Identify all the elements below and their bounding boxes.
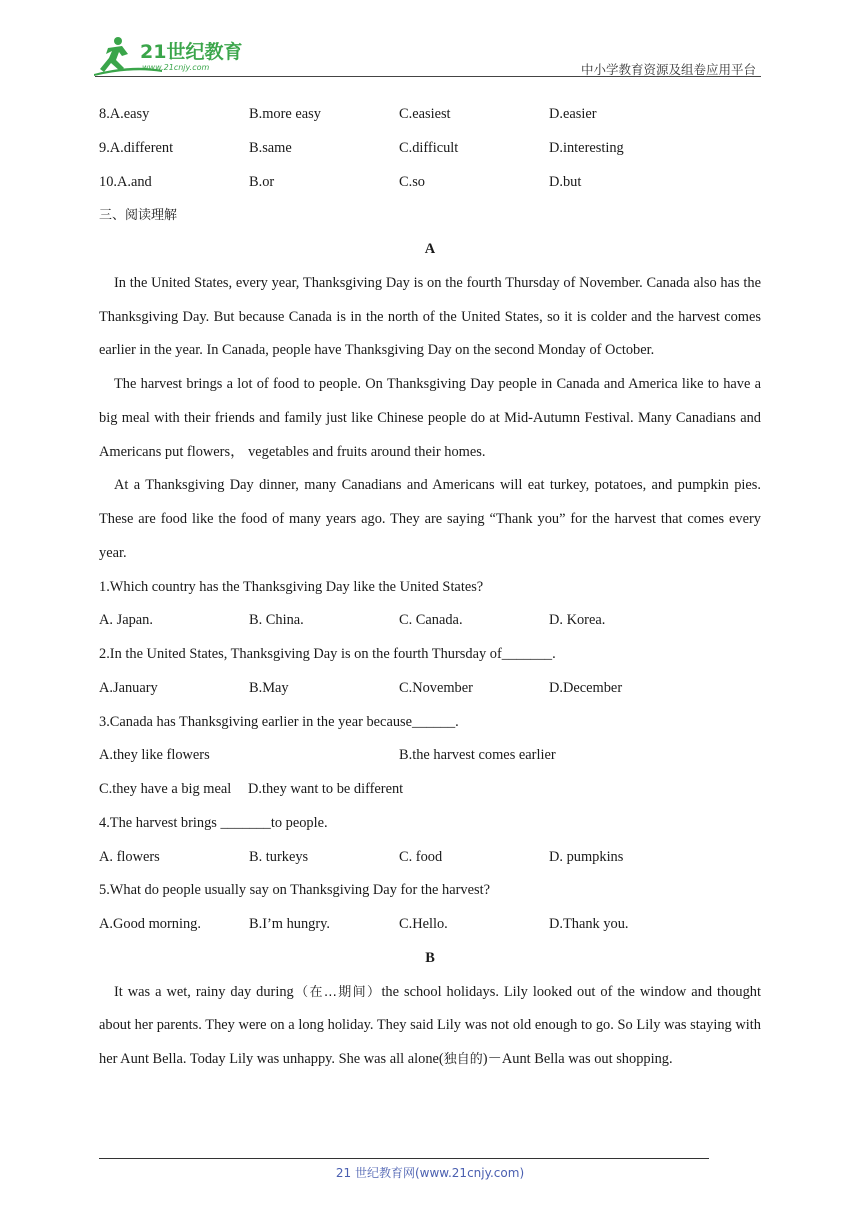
option-b: B. turkeys: [249, 848, 309, 865]
option-d: D. pumpkins: [549, 848, 624, 865]
option-c: C.they have a big meal: [99, 781, 232, 797]
site-logo: [92, 34, 262, 76]
platform-name: 中小学教育资源及组卷应用平台: [580, 62, 756, 77]
passage-b-text: )－Aunt Bella was out shopping.: [482, 1051, 673, 1067]
cloze-options-row: [99, 98, 761, 132]
passage-a-paragraph: In the United States, every year, Thanksgiving Day is on the fourth Thursday of November. Canada also has the Thanksgiving Day. But because Canada is in the north of the United States, so it is colder and the harvest comes earlier in the year. In Canada, people have Thanksgiving Day on the second Monday of October.: [99, 274, 761, 359]
footer-text: 21 世纪教育网(www.21cnjy.com): [335, 1166, 525, 1180]
passage-b-gloss: （在…期间）: [293, 984, 382, 1000]
option-a: 8.A.easy: [99, 106, 150, 122]
option-b: B.or: [249, 173, 275, 190]
option-d: D. Korea.: [549, 612, 606, 629]
logo-url: www.21cnjy.com: [142, 63, 210, 72]
option-a: A.Good morning.: [99, 916, 201, 932]
option-d: D.Thank you.: [549, 916, 629, 932]
option-b: B.May: [249, 679, 289, 696]
option-d: D.but: [549, 173, 582, 190]
question-text: 2.In the United States, Thanksgiving Day is on the fourth Thursday of_______.: [99, 646, 556, 662]
option-b: B.I’m hungry.: [249, 916, 331, 932]
question-options-row: [99, 604, 761, 638]
question-options-row: [99, 908, 761, 942]
section-title: 三、阅读理解: [99, 208, 178, 224]
option-a: A.January: [99, 679, 158, 696]
cloze-options-row: [99, 132, 761, 166]
passage-a-paragraph: The harvest brings a lot of food to people. On Thanksgiving Day people in Canada and America like to have a big meal with their friends and family just like Chinese people do at Mid-Autumn Festival. Many Canadians and Americans put flowers， vegetables and fruits around their homes.: [99, 376, 761, 460]
option-a: A. flowers: [99, 848, 160, 865]
passage-a-paragraph: At a Thanksgiving Day dinner, many Canadians and Americans will eat turkey, potatoes, and pumpkin pies. These are food like the food of many years ago. They are saying “Thank you” for the harvest that comes every year.: [99, 477, 761, 561]
option-c: C.so: [399, 173, 425, 190]
option-b: B. China.: [249, 612, 304, 629]
option-d: D.December: [549, 679, 623, 696]
option-a: A.they like flowers: [99, 747, 210, 764]
question-options-row: [99, 672, 761, 706]
passage-b-text: It was a wet, rainy day during: [114, 983, 294, 1000]
passage-b-gloss: 独自的: [443, 1052, 483, 1067]
option-b: B.the harvest comes earlier: [399, 747, 556, 764]
option-c: C.easiest: [399, 106, 451, 122]
document-body: [99, 98, 761, 1077]
option-a: 10.A.and: [99, 173, 152, 190]
passage-a-label: A: [424, 241, 436, 257]
option-a: 9.A.different: [99, 139, 174, 156]
question-text: 4.The harvest brings _______to people.: [99, 814, 328, 831]
question-options-row: [99, 739, 761, 773]
option-c: C. Canada.: [399, 612, 463, 629]
option-a: A. Japan.: [99, 612, 153, 629]
passage-b-paragraph: [99, 976, 761, 1077]
logo-text: 21世纪教育: [140, 41, 243, 63]
question-options-row: [99, 841, 761, 875]
option-c: C.Hello.: [399, 916, 448, 932]
question-options-row: [99, 773, 761, 807]
option-c: C. food: [399, 848, 443, 865]
question-text: 3.Canada has Thanksgiving earlier in the year because______.: [99, 713, 459, 730]
cloze-options-row: [99, 166, 761, 200]
question-text: 5.What do people usually say on Thanksgiving Day for the harvest?: [99, 882, 490, 899]
passage-b-text: the school holidays. Lily looked out of the window and thought about her parents. They were on a long holiday. They said Lily was not old enough to go. So Lily was staying with her Aunt Bella. Today Lily was unhappy. She was all alone(: [99, 983, 761, 1067]
option-d: D.interesting: [549, 139, 624, 156]
passage-b-label: B: [425, 949, 435, 966]
option-c: C.difficult: [399, 139, 459, 156]
option-d: D.easier: [549, 106, 597, 122]
option-c: C.November: [399, 679, 473, 696]
question-text: 1.Which country has the Thanksgiving Day like the United States?: [99, 578, 484, 595]
option-b: B.same: [249, 139, 292, 156]
option-d: D.they want to be different: [248, 781, 404, 797]
footer-divider: [99, 1158, 709, 1159]
option-b: B.more easy: [249, 106, 321, 122]
page-header: [0, 0, 860, 80]
header-divider: [95, 76, 761, 77]
